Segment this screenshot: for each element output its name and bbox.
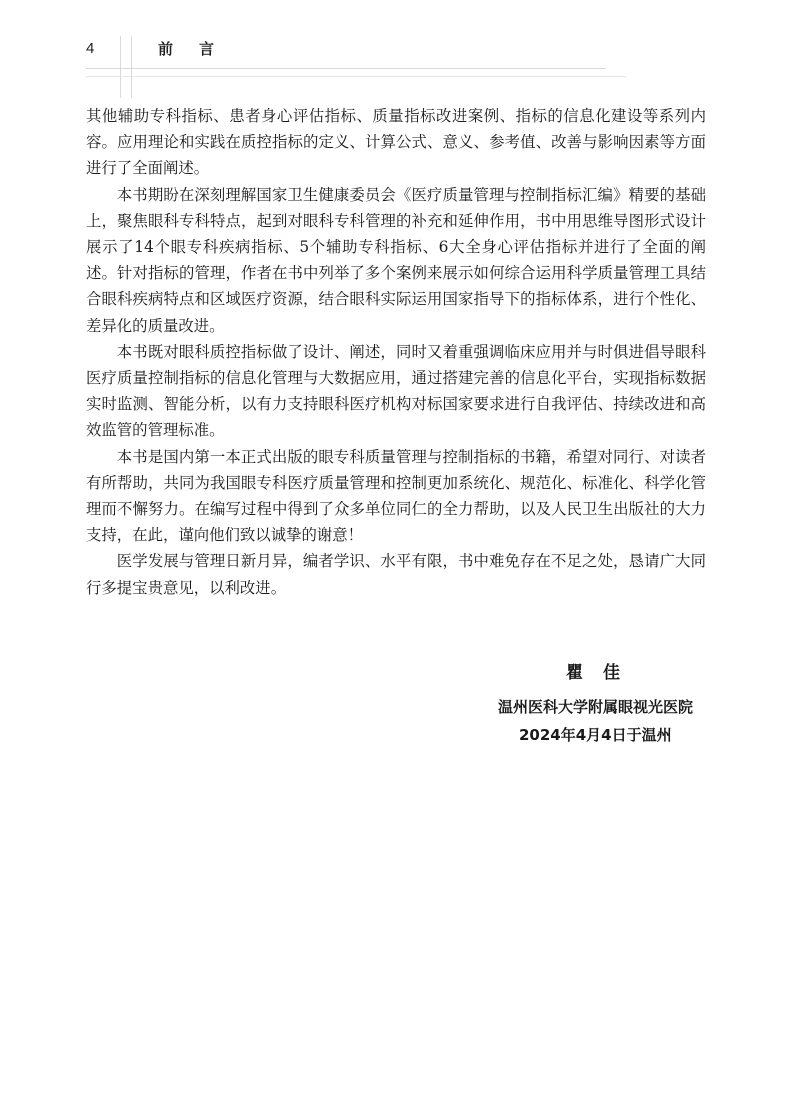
page-number: 4	[86, 40, 95, 57]
header-divider-horizontal	[86, 68, 606, 69]
running-header	[0, 0, 800, 100]
header-divider-vertical	[131, 36, 132, 98]
paragraph: 本书既对眼科质控指标做了设计、阐述，同时又着重强调临床应用并与时俱进倡导眼科医疗质量控制指标的信息化管理与大数据应用，通过搭建完善的信息化平台，实现指标数据实时监测、智能分析，以有力支持眼科医疗机构对标国家要求进行自我评估、持续改进和高效监管的管理标准。	[86, 342, 706, 440]
header-title: 前言	[158, 40, 241, 58]
paragraph: 本书是国内第一本正式出版的眼专科质量管理与控制指标的书籍，希望对同行、对读者有所帮助，共同为我国眼专科医疗质量管理和控制更加系统化、规范化、标准化、科学化管理而不懈努力。在编写过程中得到了众多单位同仁的全力帮助，以及人民卫生出版社的大力支持，在此，谨向他们致以诚挚的谢意！	[86, 447, 706, 545]
preface-body	[86, 103, 706, 601]
author-organization: 温州医科大学附属眼视光医院	[498, 698, 694, 716]
paragraph: 本书期盼在深刻理解国家卫生健康委员会《医疗质量管理与控制指标汇编》精要的基础上，聚焦眼科专科特点，起到对眼科专科管理的补充和延伸作用，书中用思维导图形式设计展示了14个眼专科疾病指标、5个辅助专科指标、6大全身心评估指标并进行了全面的阐述。针对指标的管理，作者在书中列举了多个案例来展示如何综合运用科学质量管理工具结合眼科疾病特点和区域医疗资源，结合眼科实际运用国家指导下的指标体系，进行个性化、差异化的质量改进。	[86, 185, 706, 335]
header-divider-horizontal	[86, 76, 626, 77]
paragraph: 医学发展与管理日新月异，编者学识、水平有限，书中难免存在不足之处，恳请广大同行多提宝贵意见，以利改进。	[86, 552, 706, 597]
paragraph: 其他辅助专科指标、患者身心评估指标、质量指标改进案例、指标的信息化建设等系列内容。应用理论和实践在质控指标的定义、计算公式、意义、参考值、改善与影响因素等方面进行了全面阐述。	[86, 107, 706, 178]
header-divider-vertical	[120, 36, 121, 98]
signature-date: 2024年4月4日于温州	[519, 726, 672, 744]
author-name: 瞿佳	[566, 663, 640, 683]
